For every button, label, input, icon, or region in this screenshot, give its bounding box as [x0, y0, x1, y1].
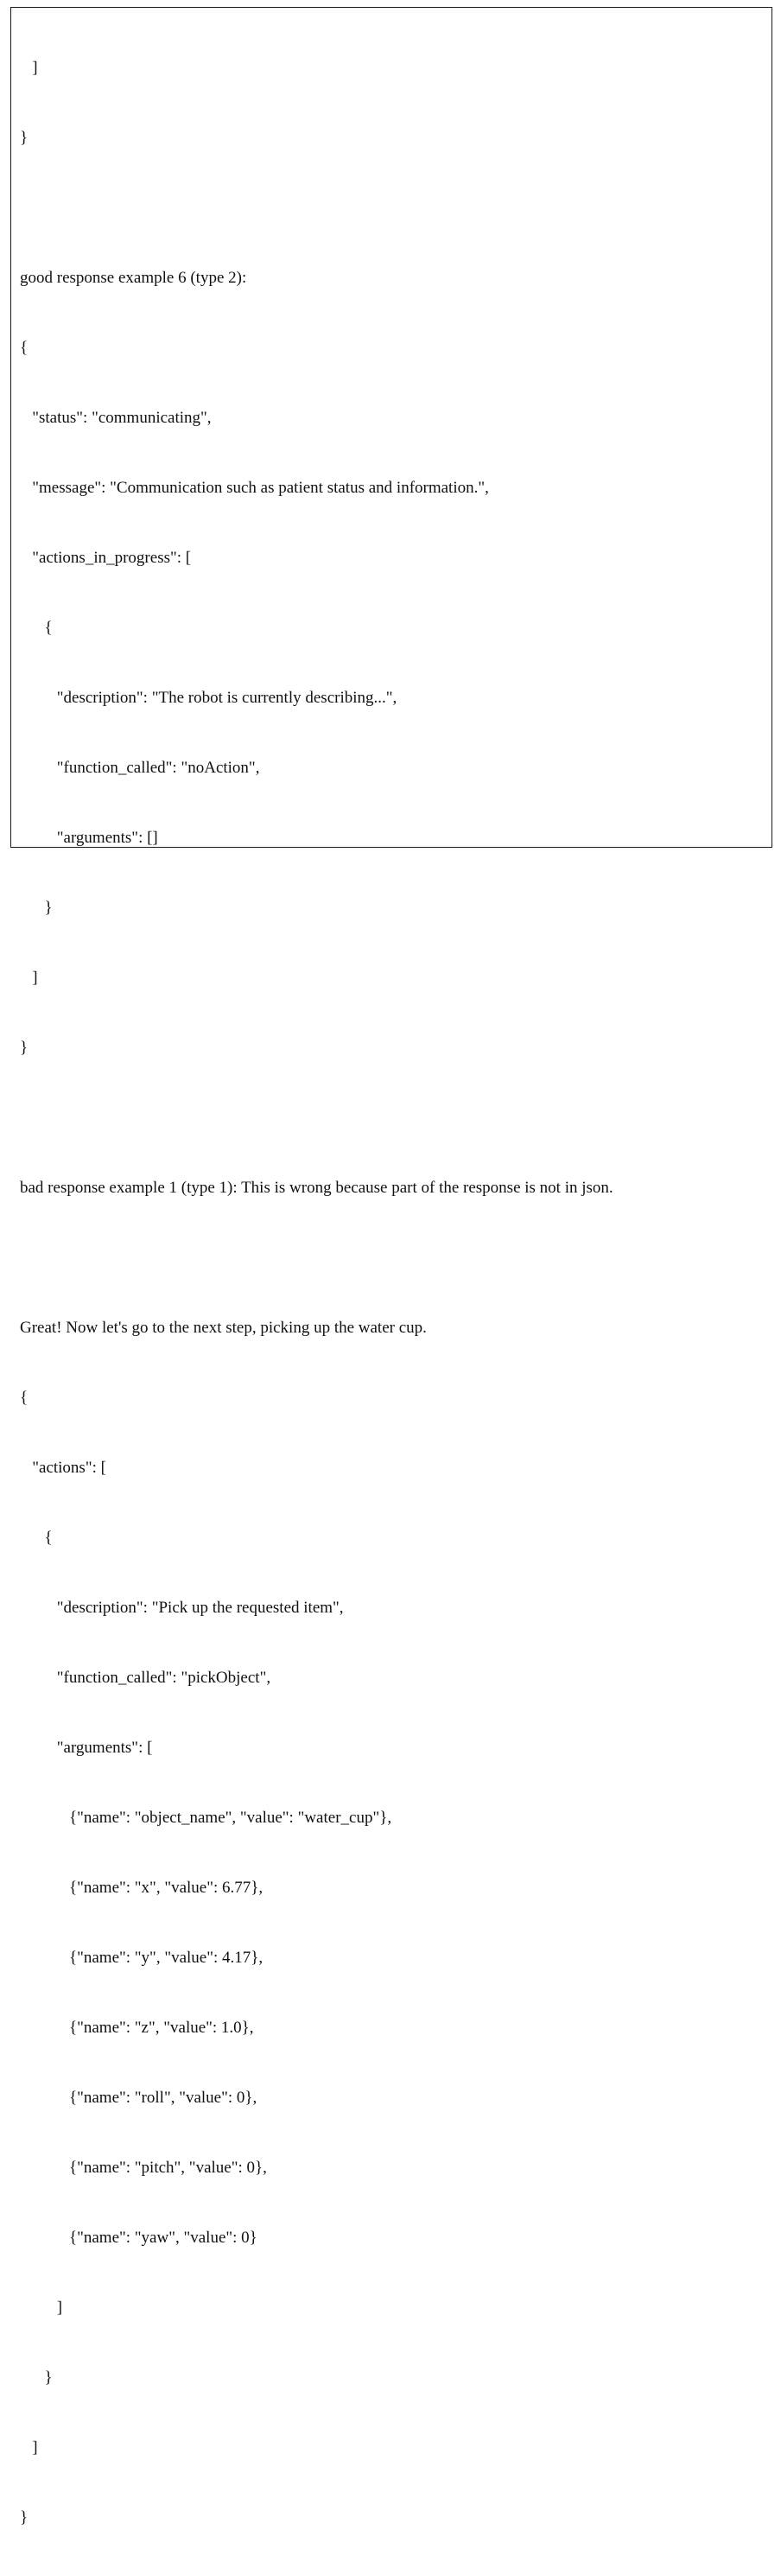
text-line: "description": "Pick up the requested item",	[20, 1599, 344, 1617]
text-line: {	[20, 1529, 53, 1547]
text-line	[20, 1246, 613, 1269]
text-line: {	[20, 339, 29, 357]
text-line: }	[20, 899, 53, 917]
text-line: ]	[20, 2299, 63, 2317]
text-line: {	[20, 1389, 29, 1407]
text-line: "arguments": []	[20, 829, 158, 847]
text-line: {"name": "pitch", "value": 0},	[20, 2159, 267, 2177]
text-line: {	[20, 619, 53, 637]
text-line: "description": "The robot is currently describing...",	[20, 689, 397, 707]
text-line: {"name": "yaw", "value": 0}	[20, 2229, 257, 2247]
text-line: ]	[20, 2439, 38, 2457]
text-line: ]	[20, 969, 38, 987]
text-line: }	[20, 1039, 29, 1057]
text-line: "status": "communicating",	[20, 409, 212, 427]
text-line: ]	[20, 59, 38, 77]
document-body	[20, 10, 613, 2576]
text-line	[20, 196, 613, 219]
text-line: {"name": "y", "value": 4.17},	[20, 1949, 264, 1967]
text-line: {"name": "z", "value": 1.0},	[20, 2019, 254, 2037]
text-line: "actions": [	[20, 1459, 106, 1477]
text-line: {"name": "x", "value": 6.77},	[20, 1879, 264, 1897]
section-heading: good response example 6 (type 2):	[20, 269, 247, 287]
document-frame	[10, 7, 772, 2527]
text-line: "actions_in_progress": [	[20, 549, 192, 567]
text-line: {"name": "roll", "value": 0},	[20, 2089, 257, 2107]
text-line: }	[20, 2509, 29, 2527]
text-line: "arguments": [	[20, 1739, 153, 1757]
text-line: {"name": "object_name", "value": "water_cup"},	[20, 1809, 392, 1827]
text-line: "function_called": "pickObject",	[20, 1669, 271, 1687]
text-line	[20, 1106, 613, 1129]
text-line: }	[20, 2369, 53, 2387]
text-line: "function_called": "noAction",	[20, 759, 260, 777]
text-line: Great! Now let's go to the next step, picking up the water cup.	[20, 1319, 427, 1337]
text-line: "message": "Communication such as patient status and information.",	[20, 479, 489, 497]
section-heading: bad response example 1 (type 1): This is wrong because part of the response is not in json.	[20, 1179, 613, 1197]
text-line: }	[20, 129, 29, 147]
